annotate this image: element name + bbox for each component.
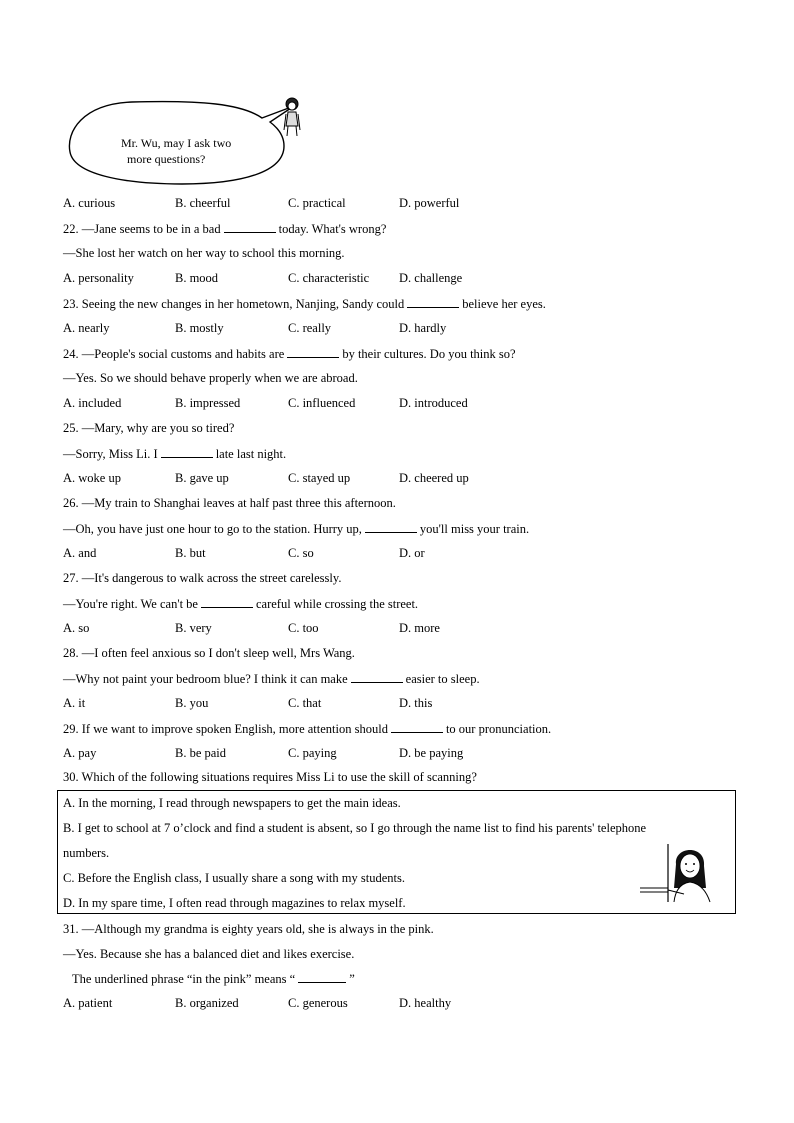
q24-option-a: A. included — [63, 396, 122, 410]
q22-option-a: A. personality — [63, 271, 134, 285]
q22-dialog1: 22. —Jane seems to be in a bad today. What's wrong? — [63, 222, 387, 236]
q22-option-d: D. challenge — [399, 271, 463, 285]
q27-option-a: A. so — [63, 621, 90, 635]
q30-box-b2: numbers. — [63, 846, 110, 860]
q26-option-b: B. but — [175, 546, 206, 560]
q28-dialog1: 28. —I often feel anxious so I don't sleep well, Mrs Wang. — [63, 646, 355, 660]
q30-box-c: C. Before the English class, I usually share a song with my students. — [63, 871, 405, 885]
q21-option-c: C. practical — [288, 196, 346, 210]
q29-option-b: B. be paid — [175, 746, 227, 760]
q27-dialog2: —You're right. We can't be careful while crossing the street. — [63, 597, 419, 611]
q22-option-c: C. characteristic — [288, 271, 370, 285]
q30-text: 30. Which of the following situations requires Miss Li to use the skill of scanning? — [63, 770, 477, 784]
q21-option-d: D. powerful — [399, 196, 460, 210]
bubble-text-line2: more questions? — [127, 152, 206, 166]
q24-option-b: B. impressed — [175, 396, 241, 410]
q30-box-b1: B. I get to school at 7 o’clock and find a student is absent, so I go through the name list to find his parents' telephone — [63, 821, 647, 835]
answer-blank — [287, 346, 339, 358]
q23-option-d: D. hardly — [399, 321, 447, 335]
q24-dialog1: 24. —People's social customs and habits are by their cultures. Do you think so? — [63, 347, 516, 361]
q21-option-a: A. curious — [63, 196, 116, 210]
q30-box-d: D. In my spare time, I often read through magazines to relax myself. — [63, 896, 406, 910]
q31-question: The underlined phrase “in the pink” means “ ” — [72, 972, 355, 986]
q25-option-a: A. woke up — [63, 471, 121, 485]
q28-option-b: B. you — [175, 696, 209, 710]
bubble-text-line1: Mr. Wu, may I ask two — [121, 136, 232, 150]
q29-option-c: C. paying — [288, 746, 337, 760]
q31-option-a: A. patient — [63, 996, 113, 1010]
q22-dialog2: —She lost her watch on her way to school this morning. — [63, 246, 345, 260]
q26-option-c: C. so — [288, 546, 314, 560]
q29-option-d: D. be paying — [399, 746, 464, 760]
q25-dialog2: —Sorry, Miss Li. I late last night. — [63, 447, 287, 461]
answer-blank — [351, 671, 403, 683]
answer-blank — [365, 521, 417, 533]
q26-option-d: D. or — [399, 546, 425, 560]
q27-dialog1: 27. —It's dangerous to walk across the street carelessly. — [63, 571, 342, 585]
teacher-illustration — [640, 842, 718, 906]
q31-dialog2: —Yes. Because she has a balanced diet and likes exercise. — [63, 947, 355, 961]
q24-option-c: C. influenced — [288, 396, 356, 410]
answer-blank — [224, 221, 276, 233]
q25-option-d: D. cheered up — [399, 471, 469, 485]
q28-option-d: D. this — [399, 696, 433, 710]
q24-option-d: D. introduced — [399, 396, 468, 410]
q28-option-a: A. it — [63, 696, 86, 710]
q23-option-a: A. nearly — [63, 321, 110, 335]
q23-text: 23. Seeing the new changes in her hometown, Nanjing, Sandy could believe her eyes. — [63, 297, 546, 311]
q31-dialog1: 31. —Although my grandma is eighty years old, she is always in the pink. — [63, 922, 434, 936]
q24-dialog2: —Yes. So we should behave properly when we are abroad. — [63, 371, 358, 385]
q28-dialog2: —Why not paint your bedroom blue? I think it can make easier to sleep. — [63, 672, 480, 686]
q25-option-b: B. gave up — [175, 471, 229, 485]
q26-dialog1: 26. —My train to Shanghai leaves at half past three this afternoon. — [63, 496, 396, 510]
answer-blank — [161, 446, 213, 458]
q31-option-d: D. healthy — [399, 996, 452, 1010]
q26-dialog2: —Oh, you have just one hour to go to the station. Hurry up, you'll miss your train. — [63, 522, 530, 536]
answer-blank — [391, 721, 443, 733]
q28-option-c: C. that — [288, 696, 322, 710]
answer-blank — [298, 971, 346, 983]
q23-option-b: B. mostly — [175, 321, 224, 335]
q25-dialog1: 25. —Mary, why are you so tired? — [63, 421, 235, 435]
q31-option-b: B. organized — [175, 996, 239, 1010]
q29-option-a: A. pay — [63, 746, 97, 760]
answer-blank — [201, 596, 253, 608]
q29-text: 29. If we want to improve spoken English, more attention should to our pronunciation. — [63, 722, 552, 736]
q21-option-b: B. cheerful — [175, 196, 231, 210]
q23-option-c: C. really — [288, 321, 332, 335]
answer-blank — [407, 296, 459, 308]
q26-option-a: A. and — [63, 546, 97, 560]
q27-option-c: C. too — [288, 621, 319, 635]
q30-box-a: A. In the morning, I read through newspapers to get the main ideas. — [63, 796, 401, 810]
q22-option-b: B. mood — [175, 271, 219, 285]
q31-option-c: C. generous — [288, 996, 348, 1010]
q27-option-d: D. more — [399, 621, 440, 635]
q25-option-c: C. stayed up — [288, 471, 351, 485]
q27-option-b: B. very — [175, 621, 212, 635]
